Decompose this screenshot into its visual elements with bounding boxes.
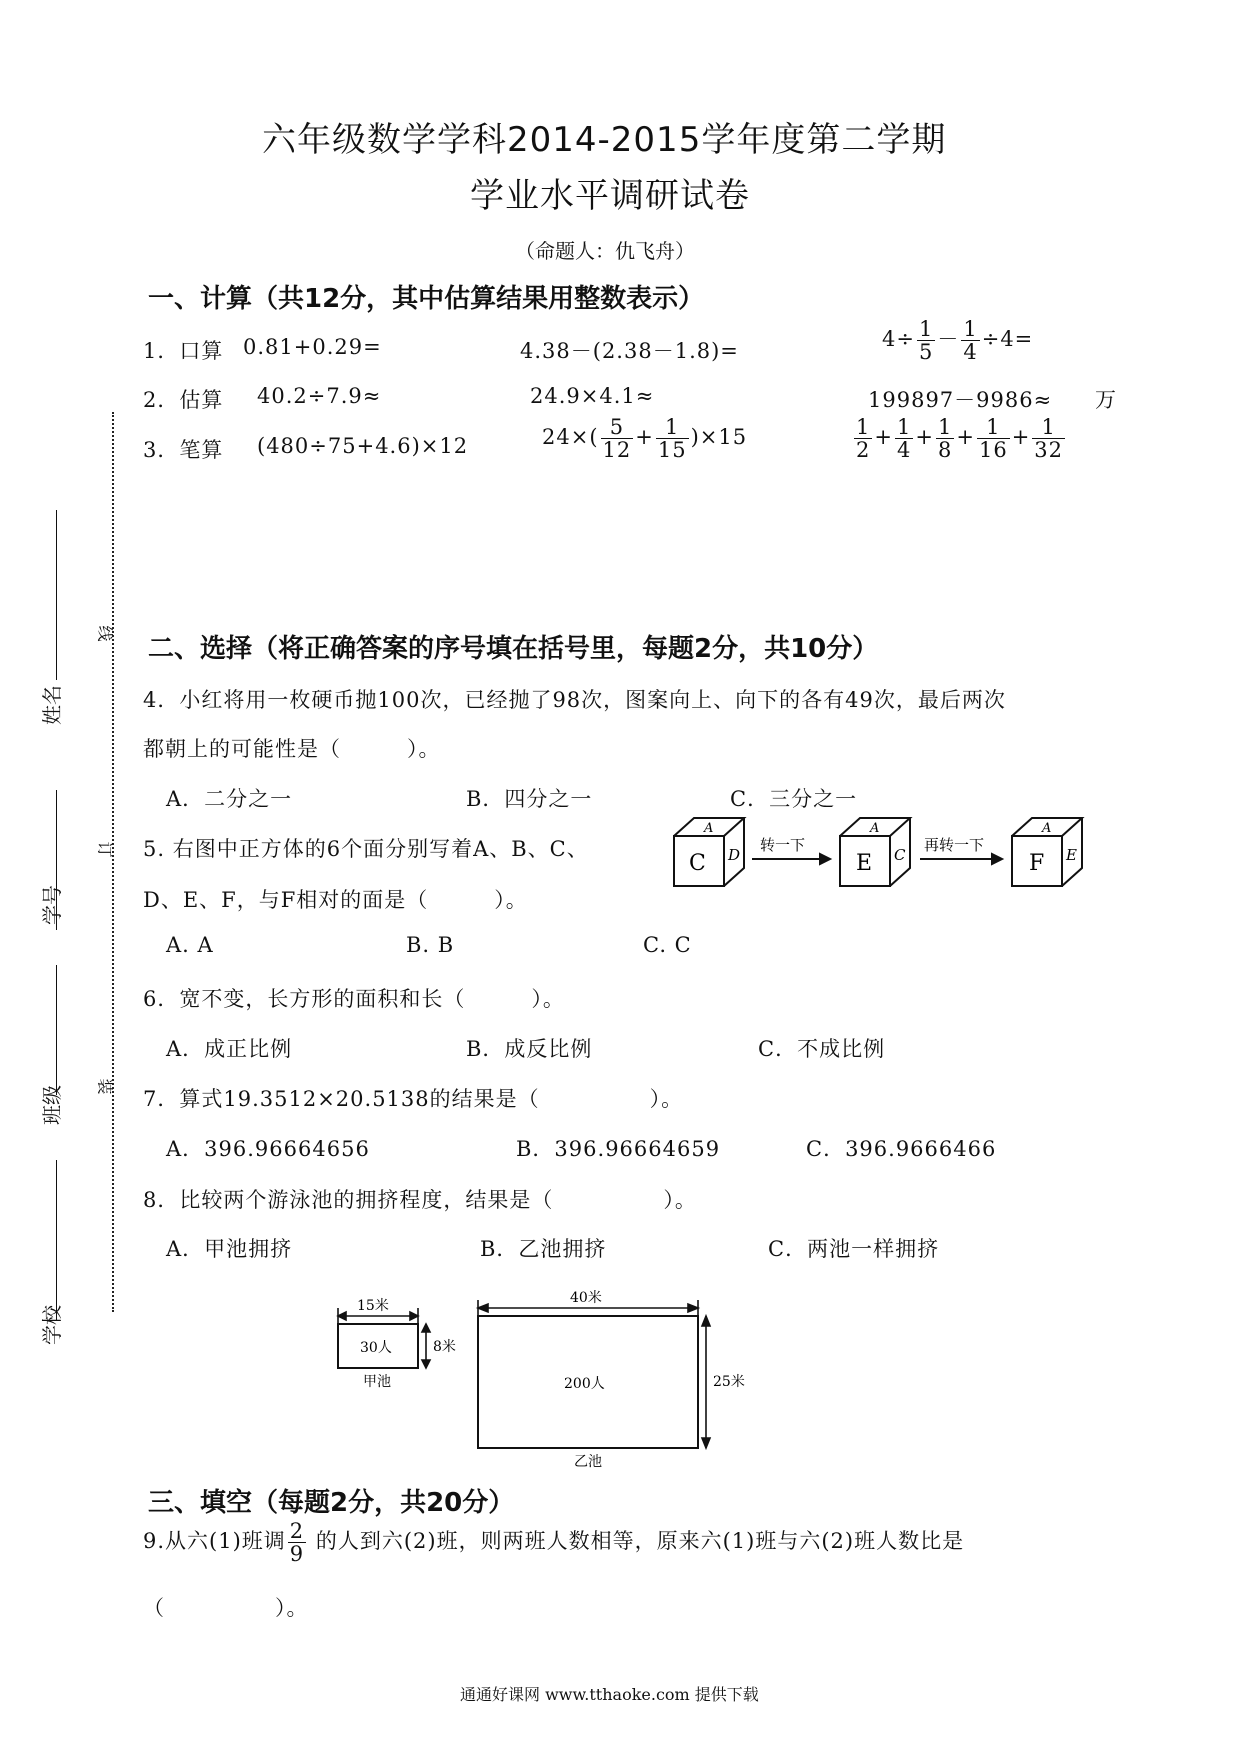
margin-label-student-id: 学号 [40,885,64,925]
cube-3-side: E [1066,846,1077,864]
q6-line1: 6．宽不变，长方形的面积和长（ ）。 [143,987,565,1011]
q3-c-frac1: $\frac{1}{2}$ [856,415,871,463]
title-line2: 学业水平调研试卷 [470,176,750,216]
arrow-1 [752,854,830,864]
pool-diagram [330,1290,750,1470]
q4-line1: 4．小红将用一枚硬币抛100次，已经抛了98次，图案向上、向下的各有49次，最后两次 [143,688,1006,712]
q9-suffix: 的人到六(2)班，则两班人数相等，原来六(1)班与六(2)班人数比是 [308,1529,965,1554]
q4-option-b: B．四分之一 [466,787,593,811]
author-line: （命题人：仇飞舟） [515,239,695,263]
margin-label-class: 班级 [40,1085,64,1125]
q3-b-prefix: 24×( [542,425,599,450]
q9-prefix: 9.从六(1)班调 [143,1529,286,1554]
q3-c-op2: + [915,425,934,450]
q1-c-mid: － [937,327,960,352]
q3-expr-a: (480÷75+4.6)×12 [257,434,469,458]
q9-line1 [143,1520,964,1565]
q1-c-prefix: 4÷ [882,327,915,352]
q1-expr-a: 0.81+0.29= [243,335,382,359]
q3-c-op1: + [874,425,893,450]
cube-rotation-diagram [670,812,1090,912]
q9-line2: （ ）。 [143,1596,309,1620]
arrow-2 [920,854,1002,864]
margin-label-school: 学校 [40,1305,64,1345]
arrow-2-label: 再转一下 [924,836,985,854]
cube-1-side: D [728,846,741,864]
footer-source: 通通好课网 www.tthaoke.com 提供下载 [460,1685,759,1704]
q7-line1: 7．算式19.3512×20.5138的结果是（ ）。 [143,1087,684,1111]
q7-option-a: A．396.96664656 [166,1137,370,1161]
q5-line1: 5. 右图中正方体的6个面分别写着A、B、C、 [143,837,589,861]
class-blank-line [56,965,57,1095]
cube-3-top: A [1042,821,1052,836]
q3-label: 3．笔算 [143,438,224,462]
pool-a-name: 甲池 [363,1374,391,1390]
pool-b-name: 乙池 [574,1454,602,1470]
q9-frac: $\frac{2}{9}$ [289,1519,305,1567]
q1-c-suffix: ÷4= [981,327,1034,352]
cube-1-top: A [704,821,714,836]
q4-option-a: A．二分之一 [166,787,293,811]
pool-b-height: 25米 [713,1374,745,1390]
q7-option-c: C．396.9666466 [806,1137,997,1161]
cube-2-side: C [894,846,906,864]
q7-option-b: B．396.96664659 [516,1137,721,1161]
q4-line2: 都朝上的可能性是（ ）。 [143,737,441,761]
q6-option-b: B．成反比例 [466,1037,593,1061]
q2-unit: 万 [1095,388,1117,412]
q3-b-mid: + [635,425,654,450]
q8-option-a: A．甲池拥挤 [166,1237,293,1261]
q6-option-a: A．成正比例 [166,1037,293,1061]
pool-a-people: 30人 [360,1340,392,1356]
school-blank-line [56,1160,57,1320]
section3-heading: 三、填空（每题2分，共20分） [148,1488,515,1518]
q1-c-frac2: $\frac{1}{4}$ [963,317,978,365]
q8-line1: 8．比较两个游泳池的拥挤程度，结果是（ ）。 [143,1188,697,1212]
q3-c-op4: + [1011,425,1031,450]
cut-mark-bind: 装 [95,1078,115,1095]
binding-dotted-line [112,412,114,1312]
cube-1-front: C [689,851,706,876]
cube-3-front: F [1029,851,1045,876]
q3-c-frac3: $\frac{1}{8}$ [937,415,953,463]
q2-expr-c: 199897－9986≈ [868,388,1053,412]
q5-line2: D、E、F，与F相对的面是（ ）。 [143,888,528,912]
q2-label: 2．估算 [143,388,224,412]
pool-b-width: 40米 [570,1290,602,1306]
q2-expr-b: 24.9×4.1≈ [530,384,655,408]
cube-2-front: E [856,851,873,876]
pool-a-width: 15米 [357,1298,389,1314]
q3-b-frac1: $\frac{5}{12}$ [602,415,632,463]
q5-option-c: C. C [643,933,692,957]
q8-option-c: C．两池一样拥挤 [768,1237,940,1261]
q3-c-frac4: $\frac{1}{16}$ [978,415,1008,463]
cut-mark-staple: 订 [95,841,115,858]
q1-expr-b: 4.38－(2.38－1.8)= [520,339,739,363]
arrow-1-label: 转一下 [760,836,806,854]
q3-c-frac5: $\frac{1}{32}$ [1034,415,1064,463]
title-line1: 六年级数学学科2014-2015学年度第二学期 [262,120,947,160]
q1-expr-c [882,318,1033,363]
margin-label-name: 姓名 [40,685,64,725]
cut-mark-line: 线 [95,625,115,642]
q1-c-frac1: $\frac{1}{5}$ [918,317,934,365]
q3-expr-c [852,416,1067,461]
q3-b-frac2: $\frac{1}{15}$ [657,415,687,463]
q1-label: 1．口算 [143,339,224,363]
q5-option-b: B. B [406,933,455,957]
q4-option-c: C．三分之一 [730,787,858,811]
q3-c-op3: + [956,425,975,450]
q3-b-suffix: )×15 [690,425,748,450]
q2-expr-a: 40.2÷7.9≈ [257,384,382,408]
q6-option-c: C．不成比例 [758,1037,886,1061]
section2-heading: 二、选择（将正确答案的序号填在括号里，每题2分，共10分） [148,634,879,664]
pool-b-people: 200人 [564,1376,605,1392]
section1-heading: 一、计算（共12分，其中估算结果用整数表示） [148,284,705,314]
q3-expr-b [542,416,747,461]
q5-option-a: A. A [166,933,214,957]
q3-c-frac2: $\frac{1}{4}$ [896,415,912,463]
name-blank-line [56,510,57,680]
cube-2-top: A [870,821,880,836]
q8-option-b: B．乙池拥挤 [480,1237,607,1261]
pool-a-height: 8米 [433,1339,456,1355]
